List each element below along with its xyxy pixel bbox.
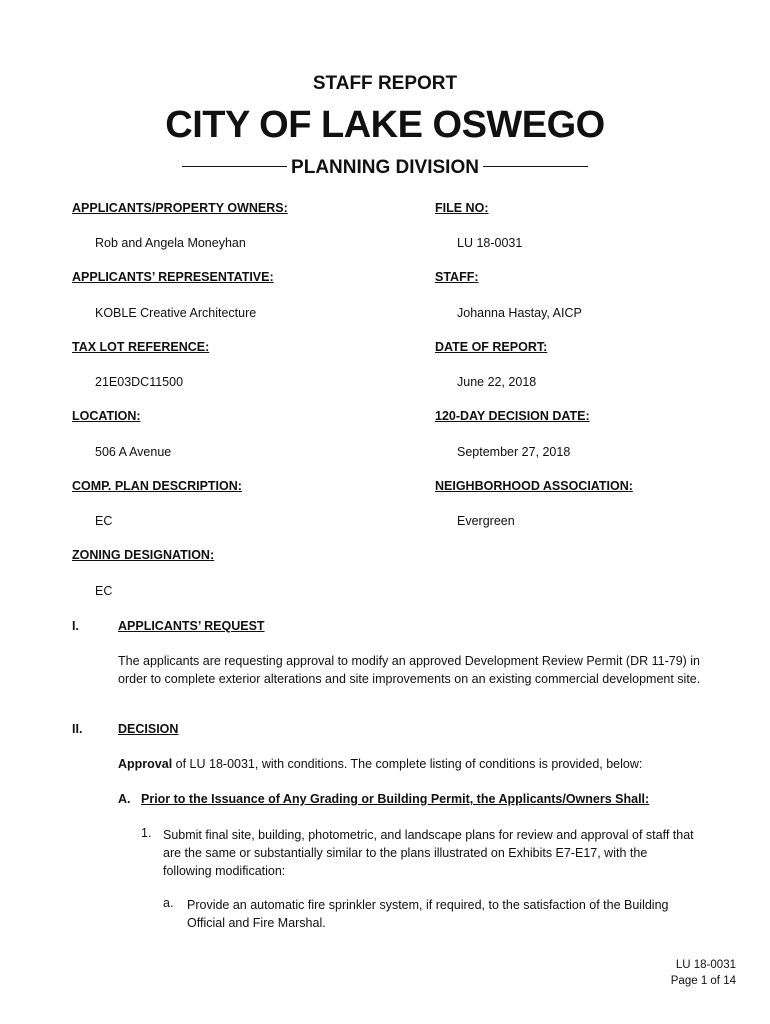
section-2-title: DECISION bbox=[118, 722, 179, 736]
item-1-text: Submit final site, building, photometric, and landscape plans for review and approval of staff that are the same or substantially similar to the plans illustrated on Exhibits E7-E17, with the following modification: bbox=[163, 828, 694, 878]
neighborhood-value: Evergreen bbox=[457, 514, 515, 528]
report-type-heading: STAFF REPORT bbox=[312, 73, 458, 94]
section-1-number: I. bbox=[72, 619, 79, 633]
item-a-letter: a. bbox=[163, 896, 174, 910]
representative-label: APPLICANTS’ REPRESENTATIVE: bbox=[72, 270, 274, 284]
staff-label: STAFF: bbox=[435, 270, 479, 284]
tax-lot-label: TAX LOT REFERENCE: bbox=[72, 340, 210, 354]
decision-date-label: 120-DAY DECISION DATE: bbox=[435, 409, 590, 423]
date-of-report-label: DATE OF REPORT: bbox=[435, 340, 548, 354]
subsection-a-title: Prior to the Issuance of Any Grading or Building Permit, the Applicants/Owners Shall: bbox=[141, 792, 650, 806]
section-1-paragraph: The applicants are requesting approval to modify an approved Development Review Permit (DR 11-79) in order to complete exterior alterations and site improvements on an existing commercial development site. bbox=[118, 654, 701, 686]
representative-value: KOBLE Creative Architecture bbox=[95, 306, 257, 320]
decision-date-value: September 27, 2018 bbox=[457, 445, 571, 459]
comp-plan-label: COMP. PLAN DESCRIPTION: bbox=[72, 479, 242, 493]
approval-sentence bbox=[118, 757, 642, 771]
division-heading bbox=[0, 157, 770, 179]
date-of-report-value: June 22, 2018 bbox=[457, 375, 537, 389]
approval-rest: of LU 18-0031, with conditions. The complete listing of conditions is provided, below: bbox=[172, 757, 643, 771]
owners-value: Rob and Angela Moneyhan bbox=[95, 236, 246, 250]
page-footer bbox=[671, 957, 736, 989]
neighborhood-label: NEIGHBORHOOD ASSOCIATION: bbox=[435, 479, 633, 493]
section-2-number: II. bbox=[72, 722, 83, 736]
section-1-title: APPLICANTS’ REQUEST bbox=[118, 619, 265, 633]
subsection-a-letter: A. bbox=[118, 792, 131, 806]
file-no-value: LU 18-0031 bbox=[457, 236, 523, 250]
left-rule bbox=[182, 166, 287, 167]
division-label: PLANNING DIVISION bbox=[291, 157, 479, 178]
file-no-label: FILE NO: bbox=[435, 201, 489, 215]
item-a-text: Provide an automatic fire sprinkler system, if required, to the satisfaction of the Building Official and Fire Marshal. bbox=[187, 898, 669, 930]
comp-plan-value: EC bbox=[95, 514, 113, 528]
city-title: CITY OF LAKE OSWEGO bbox=[165, 104, 605, 146]
approval-bold: Approval bbox=[118, 757, 173, 771]
footer-page-number: Page 1 of 14 bbox=[670, 975, 736, 987]
owners-label: APPLICANTS/PROPERTY OWNERS: bbox=[72, 201, 288, 215]
item-1-number: 1. bbox=[141, 826, 152, 840]
zoning-label: ZONING DESIGNATION: bbox=[72, 548, 215, 562]
staff-value: Johanna Hastay, AICP bbox=[457, 306, 582, 320]
footer-file-number: LU 18-0031 bbox=[675, 959, 736, 971]
zoning-value: EC bbox=[95, 584, 113, 598]
right-rule bbox=[483, 166, 588, 167]
location-value: 506 A Avenue bbox=[95, 445, 172, 459]
location-label: LOCATION: bbox=[72, 409, 141, 423]
tax-lot-value: 21E03DC11500 bbox=[95, 375, 184, 389]
